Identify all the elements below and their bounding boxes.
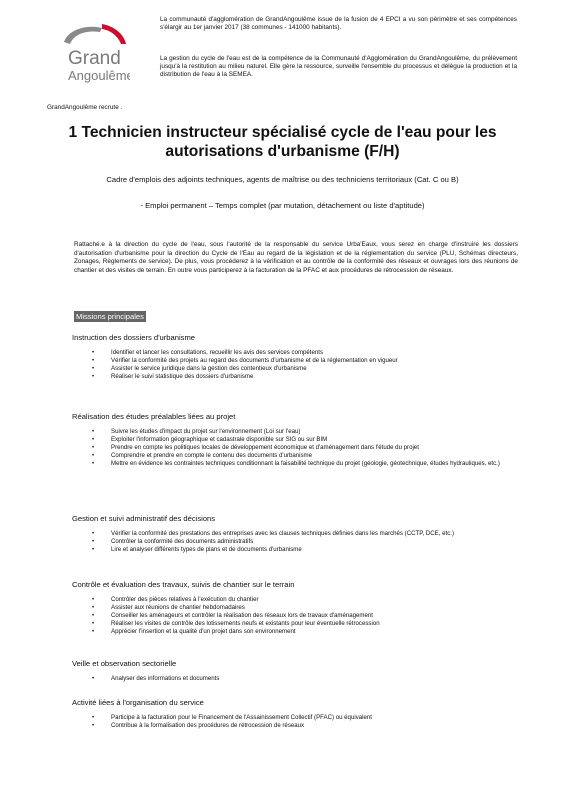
- job-emploi: - Emploi permanent – Temps complet (par mutation, détachement ou liste d'aptitude): [140, 201, 425, 210]
- job-description: Rattaché.e à la direction du cycle de l'eau, sous l'autorité de la responsable du service Urba'Eaux, vous serez en charge d'instruire les dossiers d'autorisation d'urbanisme pour la direction du Cycle de l'Eau au regard de la législation et de la réglementation du service (PLU, Schémas directeurs, Zonages, Règlements de service). De plus, vous procéderez à la vérification et au contrôle de la conformité des réseaux et ouvrages lors des réunions de chantier et des visites de terrain. En outre vous participerez à la facturation de la PFAC et aux procédures de rétrocession de réseaux.: [74, 241, 518, 274]
- section-heading: Veille et observation sectorielle: [72, 659, 177, 668]
- list-item-text: Apprécier l'insertion et la qualité d'un projet dans son environnement: [111, 628, 296, 636]
- list-item: [72, 373, 532, 381]
- bullet-icon: •: [92, 531, 95, 537]
- list-item: [72, 444, 532, 452]
- list-item-text: Mettre en évidence les contraintes techniques conditionnant la faisabilité technique du projet (géologie, géotechnique, études hydrauliques, etc.): [111, 460, 500, 468]
- list-item-text: Exploiter l'information géographique et cadastrale disponible sur SIG ou sur BIM: [111, 436, 328, 444]
- section-controle: [72, 580, 532, 636]
- recrute-line: GrandAngoulême recrute .: [47, 104, 123, 111]
- list-item-text: Identifier et lancer les consultations, recueillir les avis des services compétents: [111, 349, 324, 356]
- list-item-text: Lire et analyser différents types de plans et de documents d'urbanisme: [111, 546, 302, 554]
- intro-paragraph-1: La communauté d'agglomération de GrandAngoulême issue de la fusion de 4 EPCI a vu son périmètre et ses compétences s'élargir au 1er janvier 2017 (38 communes - 141000 habitants).: [160, 16, 517, 32]
- list-item: [72, 612, 532, 620]
- logo-text-grand: Grand: [68, 48, 121, 69]
- list-item: [72, 349, 532, 357]
- list-item: [72, 604, 532, 612]
- bullet-icon: •: [92, 715, 95, 721]
- list-item-text: Assister le service juridique dans la gestion des contentieux d'urbanisme: [111, 365, 307, 373]
- list-item: [72, 436, 532, 444]
- intro-paragraph-2: La gestion du cycle de l'eau est de la compétence de la Communauté d'Agglomération du GrandAngoulême, du prélèvement jusqu'à la restitution au milieu naturel. Elle gère la ressource, surveille l'ensemble du processus et délègue la production et la distribution de l'eau à la SEMEA.: [160, 55, 517, 79]
- bullet-icon: •: [92, 613, 95, 620]
- list-item: [72, 428, 532, 436]
- logo-text-angouleme: Angoulême: [68, 68, 130, 83]
- bullet-icon: •: [92, 374, 95, 381]
- list-item: [72, 675, 532, 683]
- list-item-text: Participe à la facturation pour le Financement de l'Assainissement Collectif (PFAC) ou équivalent: [111, 714, 372, 721]
- list-item: [72, 596, 532, 604]
- bullet-icon: •: [92, 676, 95, 682]
- list-item: [72, 530, 532, 538]
- list-item: [72, 452, 532, 460]
- section-heading: Activité liées à l'organisation du service: [72, 698, 204, 707]
- section-veille: [72, 659, 532, 683]
- bullet-icon: •: [92, 350, 95, 356]
- list-item: [72, 460, 532, 468]
- bullet-icon: •: [92, 539, 95, 546]
- list-item-text: Contrôler la conformité des documents administratifs: [111, 538, 254, 546]
- bullet-icon: •: [92, 445, 95, 452]
- list-item-text: Réaliser les visites de contrôle des lotissements neufs et existants pour leur éventuelle rétrocession: [111, 620, 380, 628]
- grandangouleme-logo: [58, 22, 130, 88]
- section-instruction: [72, 333, 532, 381]
- list-item: [72, 546, 532, 554]
- list-item: [72, 628, 532, 636]
- missions-principales-label: Missions principales: [76, 312, 144, 321]
- job-cadre: Cadre d'emplois des adjoints techniques, agents de maîtrise ou des techniciens territoriaux (Cat. C ou B): [106, 175, 459, 184]
- list-item-text: Contrôler des pièces relatives à l'exécution du chantier: [111, 596, 259, 603]
- list-item: [72, 714, 532, 722]
- bullet-icon: •: [92, 597, 95, 603]
- section-heading: Réalisation des études préalables liées au projet: [72, 412, 236, 421]
- list-item: [72, 620, 532, 628]
- list-item-text: Vérifier la conformité des prestations des entreprises avec les clauses techniques définies dans les marchés (CCTP, DCE, etc.): [111, 530, 454, 537]
- list-item-text: Prendre en compte les politiques locales de développement économique et d'aménagement dans l'étude du projet: [111, 444, 419, 452]
- list-item-text: Comprendre et prendre en compte le contenu des documents d'urbanisme: [111, 452, 313, 460]
- list-item-text: Assister aux réunions de chantier hebdomadaires: [111, 604, 245, 612]
- list-item-text: Analyser des informations et documents: [111, 675, 220, 682]
- bullet-icon: •: [92, 358, 95, 365]
- list-item: [72, 722, 532, 730]
- list-item-text: Suivre les études d'impact du projet sur l'environnement (Loi sur l'eau): [111, 428, 301, 435]
- bullet-icon: •: [92, 429, 95, 435]
- job-title: 1 Technicien instructeur spécialisé cycle de l'eau pour les autorisations d'urbanisme (F/H): [68, 124, 497, 160]
- list-item-text: Contribue à la formalisation des procédures de rétrocession de réseaux: [111, 722, 305, 730]
- bullet-icon: •: [92, 629, 95, 636]
- section-organisation: [72, 698, 532, 730]
- bullet-icon: •: [92, 723, 95, 730]
- bullet-icon: •: [92, 605, 95, 612]
- list-item: [72, 365, 532, 373]
- list-item: [72, 538, 532, 546]
- section-etudes: [72, 412, 532, 468]
- bullet-icon: •: [92, 453, 95, 460]
- list-item-text: Vérifier la conformité des projets au regard des documents d'urbanisme et de la réglementation en vigueur: [111, 357, 398, 365]
- list-item: [72, 357, 532, 365]
- section-heading: Contrôle et évaluation des travaux, suivis de chantier sur le terrain: [72, 580, 295, 589]
- section-heading: Instruction des dossiers d'urbanisme: [72, 333, 196, 342]
- list-item-text: Conseiller les aménageurs et contrôler la réalisation des réseaux lors de travaux d'aménagement: [111, 612, 373, 620]
- bullet-icon: •: [92, 437, 95, 444]
- list-item-text: Réaliser le suivi statistique des dossiers d'urbanisme: [111, 373, 254, 381]
- section-heading: Gestion et suivi administratif des décisions: [72, 514, 216, 523]
- bullet-icon: •: [92, 366, 95, 373]
- bullet-icon: •: [92, 621, 95, 628]
- section-gestion: [72, 514, 532, 554]
- bullet-icon: •: [92, 547, 95, 554]
- bullet-icon: •: [92, 461, 95, 468]
